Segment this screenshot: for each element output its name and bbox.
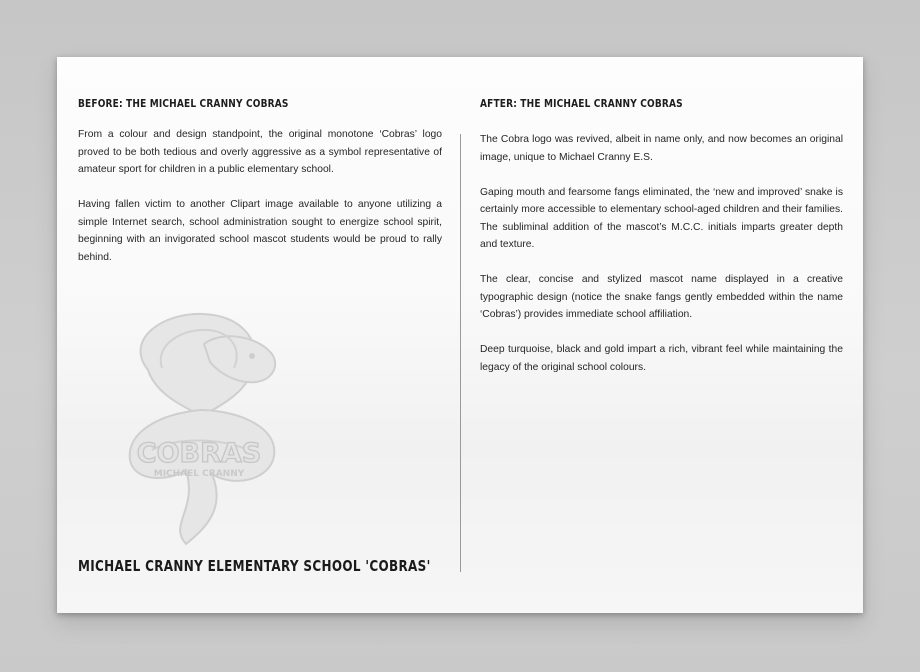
after-paragraph-1: The Cobra logo was revived, albeit in name only, and now becomes an original image, unique to Michael Cranny E.S.: [480, 134, 843, 163]
logo-word: COBRAS: [136, 438, 262, 469]
school-title: MICHAEL CRANNY ELEMENTARY SCHOOL 'COBRAS': [78, 557, 431, 575]
before-paragraph-2: Having fallen victim to another Clipart image available to anyone utilizing a simple Internet search, school administration sought to energize school spirit, beginning with an invigorated school mascot students would be proud to rally behind.: [78, 199, 442, 263]
after-column: [480, 131, 843, 394]
logo-subtitle: MICHAEL CRANNY: [153, 469, 245, 479]
cobra-logo-watermark: [112, 310, 287, 547]
column-divider: [460, 134, 461, 572]
before-paragraph-1: From a colour and design standpoint, the original monotone ‘Cobras’ logo proved to be both tedious and overly aggressive as a symbol representative of amateur sport for children in a public elementary school.: [78, 129, 442, 175]
before-heading: BEFORE: THE MICHAEL CRANNY COBRAS: [78, 97, 289, 110]
cobra-eye-shape: [249, 353, 255, 359]
after-paragraph-2: Gaping mouth and fearsome fangs eliminated, the ‘new and improved’ snake is certainly more accessible to elementary school-aged children and their families. The subliminal addition of the mascot’s M.C.C. initials imparts greater depth and texture.: [480, 186, 843, 250]
after-paragraph-3: The clear, concise and stylized mascot name displayed in a creative typographic design (notice the snake fangs gently embedded within the name ‘Cobras’) provides immediate school affiliation.: [480, 274, 843, 320]
after-paragraph-4: Deep turquoise, black and gold impart a rich, vibrant feel while maintaining the legacy of the original school colours.: [480, 344, 843, 373]
after-heading: AFTER: THE MICHAEL CRANNY COBRAS: [480, 97, 683, 110]
before-column: [78, 126, 442, 284]
paper-sheet: [57, 57, 863, 613]
